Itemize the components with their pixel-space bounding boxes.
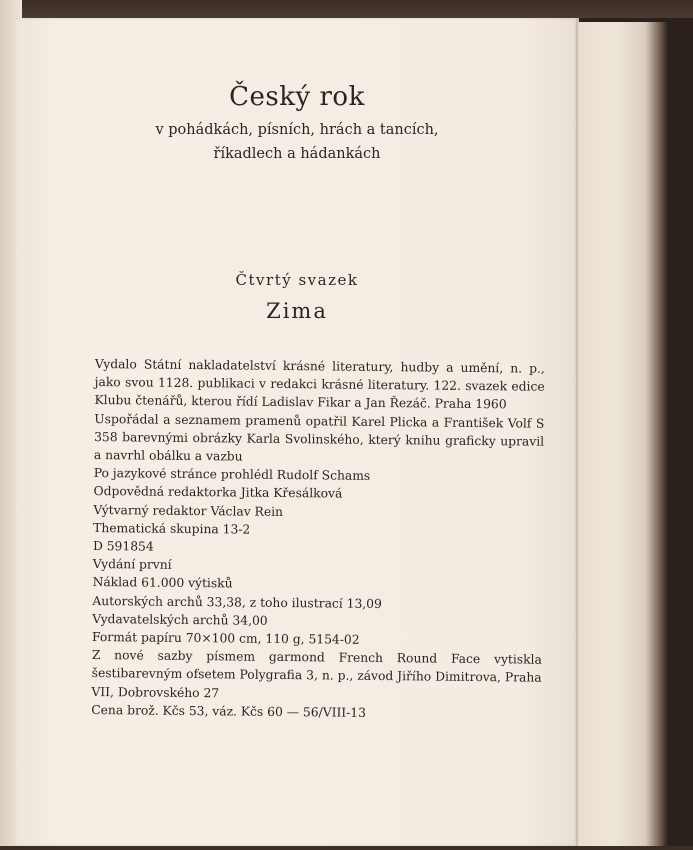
book-bottom-edge: [0, 846, 693, 850]
code-line: D 591854: [92, 539, 154, 554]
author-sheets-line: Autorských archů 33,38, z toho ilustrací 13,09: [92, 593, 382, 611]
art-editor-line: Výtvarný redaktor Václav Rein: [93, 502, 284, 519]
language-review-line: Po jazykové stránce prohlédl Rudolf Schams: [93, 466, 371, 484]
editors-paragraph: Uspořádal a seznamem pramenů opatřil Karel Plicka a František Volf S 358 barevnými obrázky Karla Svolinského, který knihu graficky upravil a navrhl obálku a vazbu: [93, 411, 545, 464]
book-subtitle-line-1: v pohádkách, písních, hrách a tancích,: [155, 122, 439, 138]
book-subtitle-line-2: říkadlech a hádankách: [213, 146, 381, 162]
edition-line: Vydání první: [92, 557, 172, 573]
imprint-block: [91, 355, 545, 724]
thematic-group-line: Thematická skupina 13-2: [93, 520, 251, 537]
book-title: Český rok: [229, 82, 365, 112]
book-top-edge: [0, 0, 693, 18]
price-line: Cena brož. Kčs 53, váz. Kčs 60 — 56/VIII-13: [91, 702, 367, 720]
publisher-paragraph: Vydalo Státní nakladatelství krásné literatury, hudby a umění, n. p., jako svou 1128. publikaci v redakci krásné literatury. 122. svazek edice Klubu čtenářů, kterou řídí Ladislav Fikar a Jan Řezáč. Praha 1960: [94, 356, 545, 412]
print-run-line: Náklad 61.000 výtisků: [92, 575, 233, 591]
publisher-sheets-line: Vydavatelských archů 34,00: [92, 611, 268, 628]
volume-label: Čtvrtý svazek: [235, 271, 359, 289]
paper-format-line: Formát papíru 70×100 cm, 110 g, 5154-02: [91, 630, 360, 647]
printer-paragraph: Z nové sazby písmem garmond French Round Face vytiskla šestibarevným ofsetem Polygrafia 3, n. p., závod Jiřího Dimitrova, Praha VII, Dobrovského 27: [91, 648, 542, 700]
responsible-editor-line: Odpovědná redaktorka Jitka Křesálková: [93, 484, 343, 502]
facing-page-edge: [578, 22, 668, 848]
volume-name: Zima: [266, 299, 328, 323]
